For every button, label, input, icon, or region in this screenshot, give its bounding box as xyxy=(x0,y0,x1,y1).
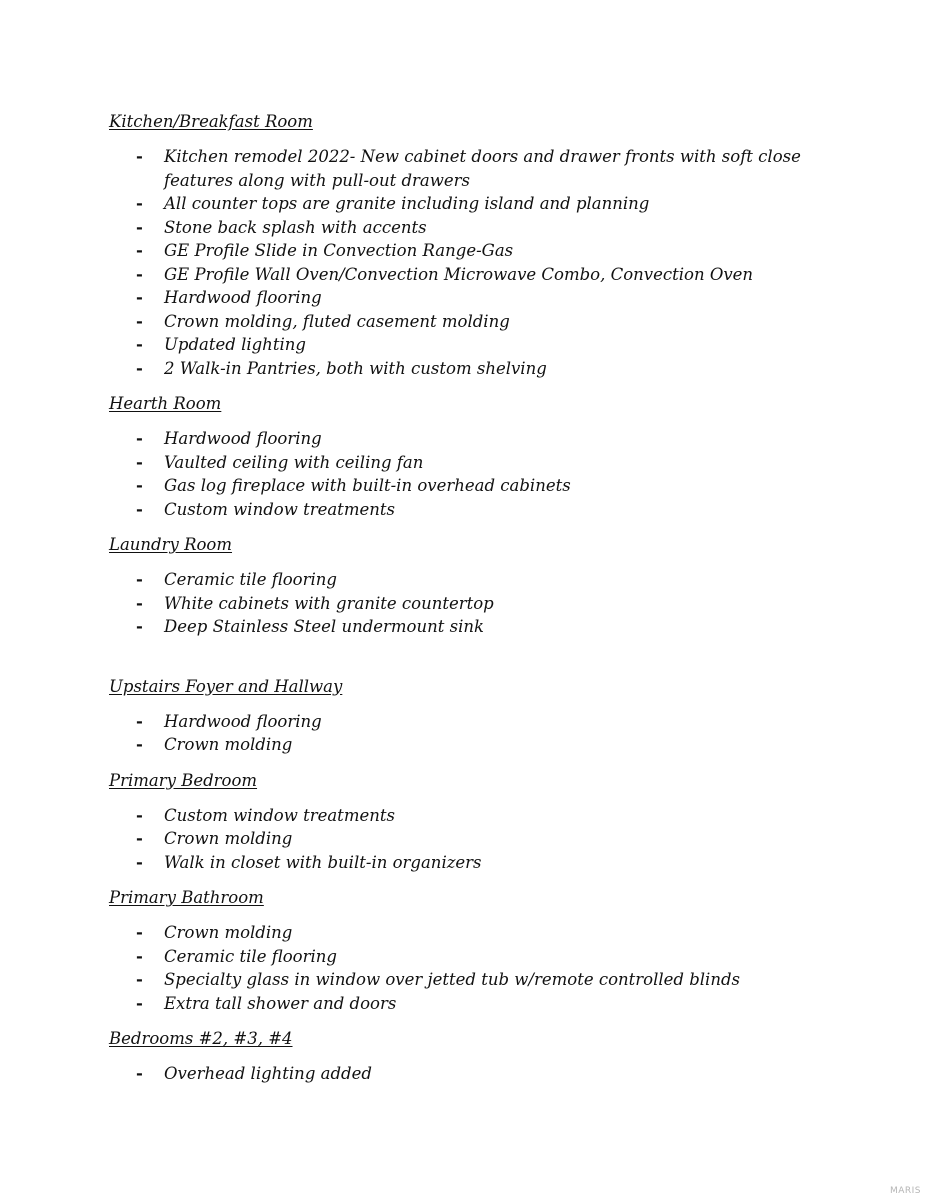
list-item xyxy=(109,263,869,287)
list-item-text: Stone back splash with accents xyxy=(164,217,427,237)
list-item xyxy=(109,451,869,475)
bullet-dash: - xyxy=(136,217,143,237)
feature-list xyxy=(109,427,869,521)
bullet-dash: - xyxy=(136,499,143,519)
list-item xyxy=(109,498,869,522)
list-item-text: All counter tops are granite including island and planning xyxy=(164,194,650,213)
section-heading: Primary Bedroom xyxy=(109,770,258,790)
list-item-text: Hardwood flooring xyxy=(164,711,322,731)
list-item xyxy=(109,427,869,451)
feature-list xyxy=(109,568,869,639)
bullet-dash: - xyxy=(136,852,143,872)
feature-list xyxy=(109,145,869,380)
bullet-dash: - xyxy=(136,429,143,448)
bullet-dash: - xyxy=(136,735,143,754)
list-item xyxy=(109,1062,869,1086)
list-item xyxy=(109,733,869,757)
list-item-text: White cabinets with granite countertop xyxy=(164,593,494,613)
list-item xyxy=(109,474,869,498)
list-item-text: 2 Walk-in Pantries, both with custom shelving xyxy=(164,358,547,378)
list-item xyxy=(109,239,869,263)
section-heading: Upstairs Foyer and Hallway xyxy=(109,676,343,696)
section-upstairs-foyer xyxy=(109,675,869,757)
section-primary-bedroom xyxy=(109,769,869,875)
list-item xyxy=(109,568,869,592)
bullet-dash: - xyxy=(136,288,143,307)
list-item-text: Crown molding xyxy=(164,735,293,754)
bullet-dash: - xyxy=(136,970,143,989)
list-item-text: Specialty glass in window over jetted tub w/remote controlled blinds xyxy=(164,970,740,989)
list-item-text: GE Profile Wall Oven/Convection Microwave Combo, Convection Oven xyxy=(164,264,754,284)
section-heading: Laundry Room xyxy=(109,535,233,554)
document-body xyxy=(109,110,869,1086)
list-item-text: Custom window treatments xyxy=(164,805,395,825)
section-hearth-room xyxy=(109,392,869,521)
list-item-text: Crown molding xyxy=(164,829,293,848)
list-item xyxy=(109,921,869,945)
list-item-text: Ceramic tile flooring xyxy=(164,570,337,589)
list-item xyxy=(109,804,869,828)
bullet-dash: - xyxy=(136,570,143,589)
section-heading: Bedrooms #2, #3, #4 xyxy=(109,1029,293,1048)
list-item-text: Walk in closet with built-in organizers xyxy=(164,852,482,872)
bullet-dash: - xyxy=(136,923,143,942)
bullet-dash: - xyxy=(136,993,143,1013)
list-item xyxy=(109,945,869,969)
section-heading: Primary Bathroom xyxy=(109,888,264,907)
list-item xyxy=(109,710,869,734)
section-bedrooms-2-3-4 xyxy=(109,1027,869,1086)
bullet-dash: - xyxy=(136,194,143,213)
list-item xyxy=(109,216,869,240)
feature-list xyxy=(109,804,869,875)
list-item xyxy=(109,145,869,192)
bullet-dash: - xyxy=(136,946,143,966)
list-item xyxy=(109,615,869,639)
list-item-text: Vaulted ceiling with ceiling fan xyxy=(164,452,424,472)
section-heading: Kitchen/Breakfast Room xyxy=(109,112,313,131)
bullet-dash: - xyxy=(136,358,143,378)
list-item xyxy=(109,192,869,216)
list-item-text: Deep Stainless Steel undermount sink xyxy=(164,617,484,636)
bullet-dash: - xyxy=(136,593,143,613)
bullet-dash: - xyxy=(136,452,143,472)
feature-list xyxy=(109,710,869,757)
bullet-dash: - xyxy=(136,335,143,354)
section-kitchen xyxy=(109,110,869,380)
list-item-text: Hardwood flooring xyxy=(164,288,322,307)
list-item xyxy=(109,827,869,851)
list-item-text: Crown molding xyxy=(164,923,293,942)
bullet-dash: - xyxy=(136,311,143,331)
list-item-text: Gas log fireplace with built-in overhead cabinets xyxy=(164,476,571,495)
bullet-dash: - xyxy=(136,805,143,825)
bullet-dash: - xyxy=(136,264,143,284)
section-laundry-room xyxy=(109,533,869,639)
list-item-text: Updated lighting xyxy=(164,335,306,354)
list-item-text: Overhead lighting added xyxy=(164,1064,372,1083)
section-heading: Hearth Room xyxy=(109,394,222,413)
list-item xyxy=(109,968,869,992)
list-item xyxy=(109,992,869,1016)
feature-list xyxy=(109,921,869,1015)
list-item-text: Custom window treatments xyxy=(164,499,395,519)
list-item-text: Kitchen remodel 2022- New cabinet doors and drawer fronts with soft close features along with pull-out drawers xyxy=(164,147,801,190)
bullet-dash: - xyxy=(136,476,143,495)
list-item xyxy=(109,333,869,357)
bullet-dash: - xyxy=(136,241,143,260)
list-item-text: Extra tall shower and doors xyxy=(164,993,397,1013)
bullet-dash: - xyxy=(136,617,143,636)
bullet-dash: - xyxy=(136,829,143,848)
list-item xyxy=(109,851,869,875)
bullet-dash: - xyxy=(136,711,143,731)
list-item-text: Hardwood flooring xyxy=(164,429,322,448)
list-item-text: Crown molding, fluted casement molding xyxy=(164,311,510,331)
list-item xyxy=(109,310,869,334)
section-primary-bathroom xyxy=(109,886,869,1015)
feature-list xyxy=(109,1062,869,1086)
list-item-text: GE Profile Slide in Convection Range-Gas xyxy=(164,241,514,260)
list-item-text: Ceramic tile flooring xyxy=(164,946,337,966)
bullet-dash: - xyxy=(136,1064,143,1083)
bullet-dash: - xyxy=(136,147,143,166)
list-item xyxy=(109,592,869,616)
list-item xyxy=(109,286,869,310)
watermark-text: MARIS xyxy=(889,1186,921,1196)
list-item xyxy=(109,357,869,381)
